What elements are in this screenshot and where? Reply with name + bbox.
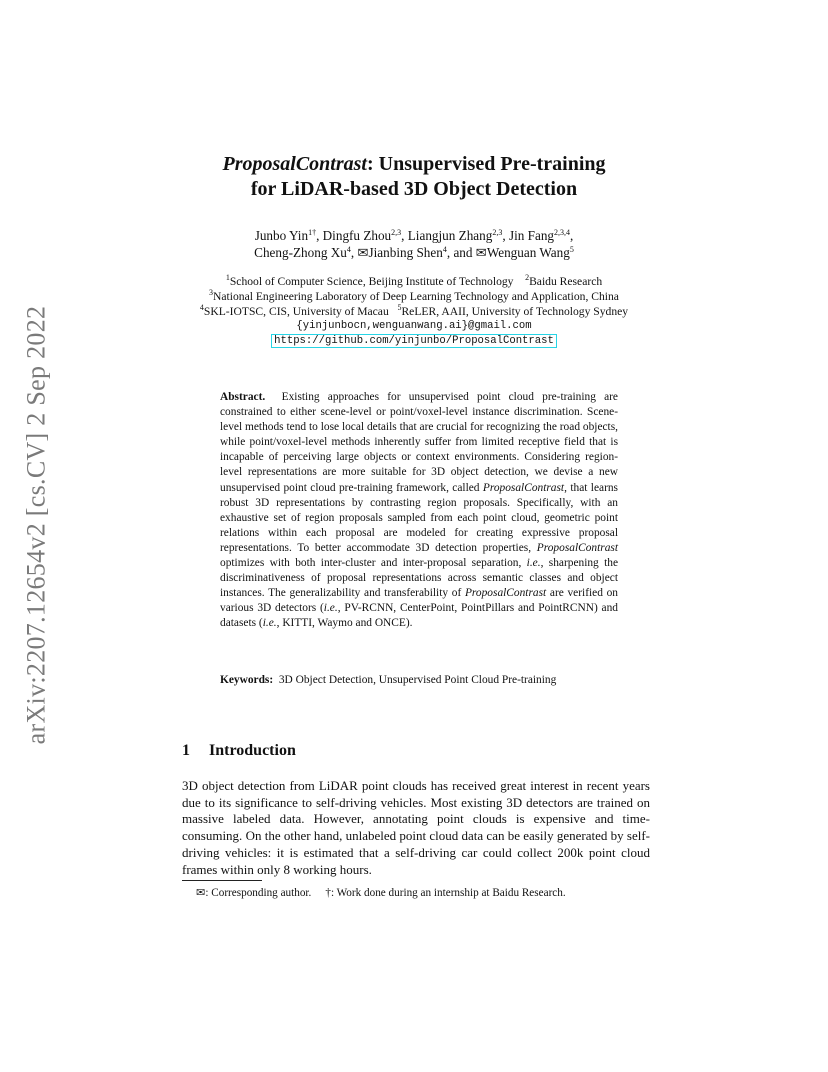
paper-title: ProposalContrast: Unsupervised Pre-training (222, 153, 606, 175)
abstract: Abstract. Existing approaches for unsupervised point cloud pre-training are constrained to either scene-level or point/voxel-level instance discrimination. Scene-level methods tend to lose local details that are crucial for recognizing the road objects, while point/voxel-level methods inherently suffer from limited receptive field that is incapable of perceiving large objects or context environments. Considering region-level representations are more suitable for 3D object detection, we devise a new unsupervised point cloud pre-training framework, called ProposalContrast, that learns robust 3D representations by contrasting region proposals. Specifically, with an exhaustive set of region proposals sampled from each point cloud, geometric point relations within each proposal are modeled for creating expressive proposal representations. To better accommodate 3D detection properties, ProposalContrast optimizes with both inter-cluster and inter-proposal separation, i.e., sharpening the discriminativeness of proposal representations across semantic classes and object instances. The generalizability and transferability of ProposalContrast are verified on various 3D detectors (i.e., PV-RCNN, CenterPoint, PointPillars and PointRCNN) and datasets (i.e., KITTI, Waymo and ONCE). (220, 391, 618, 630)
abstract-label: Abstract. (220, 391, 266, 403)
section-heading (182, 742, 296, 760)
arxiv-stamp (14, 290, 58, 760)
keywords-label: Keywords: (220, 674, 274, 686)
method-name: ProposalContrast (222, 153, 367, 175)
author-list-line2: Cheng-Zhong Xu$^4$, ✉Jianbing Shen$^4$, and ✉Wenguan Wang$^5$ (254, 245, 574, 260)
github-link[interactable]: https://github.com/yinjunbo/ProposalContrast (271, 334, 557, 348)
affiliation-line: $^1$School of Computer Science, Beijing Institute of Technology $^2$Baidu Research (225, 273, 603, 288)
paper-title-line2: for LiDAR-based 3D Object Detection (250, 178, 578, 200)
github-link-line (0, 335, 828, 347)
affiliation-line: $^3$National Engineering Laboratory of Deep Learning Technology and Application, China (209, 288, 619, 303)
footnote-rule (182, 880, 262, 881)
footnote: ✉: Corresponding author. †: Work done during an internship at Baidu Research. (196, 887, 566, 899)
section-title: Introduction (209, 742, 296, 759)
affiliation-line: $^4$SKL-IOTSC, CIS, University of Macau $^5$ReLER, AAII, University of Technology Sydney (199, 303, 629, 318)
contact-email: {yinjunbocn,wenguanwang.ai}@gmail.com (296, 320, 532, 332)
intro-paragraph: 3D object detection from LiDAR point clouds has received great interest in recent years due to its significance to self-driving vehicles. Most existing 3D detectors are trained on massive labeled data. However, annotating point clouds is expensive and time-consuming. On the other hand, unlabeled point cloud data can be easily generated by self-driving vehicles: it is estimated that a self-driving car could collect 200k point cloud frames within only 8 working hours. (182, 778, 650, 877)
arxiv-id: arXiv:2207.12654v2 [cs.CV] 2 Sep 2022 (21, 305, 50, 745)
section-number: 1 (182, 742, 190, 759)
author-list: Junbo Yin$^{1\dagger}$, Dingfu Zhou$^{2,3}$, Liangjun Zhang$^{2,3}$, Jin Fang$^{2,3,4}$, (254, 228, 574, 243)
keywords: Keywords: 3D Object Detection, Unsupervised Point Cloud Pre-training (220, 674, 557, 686)
